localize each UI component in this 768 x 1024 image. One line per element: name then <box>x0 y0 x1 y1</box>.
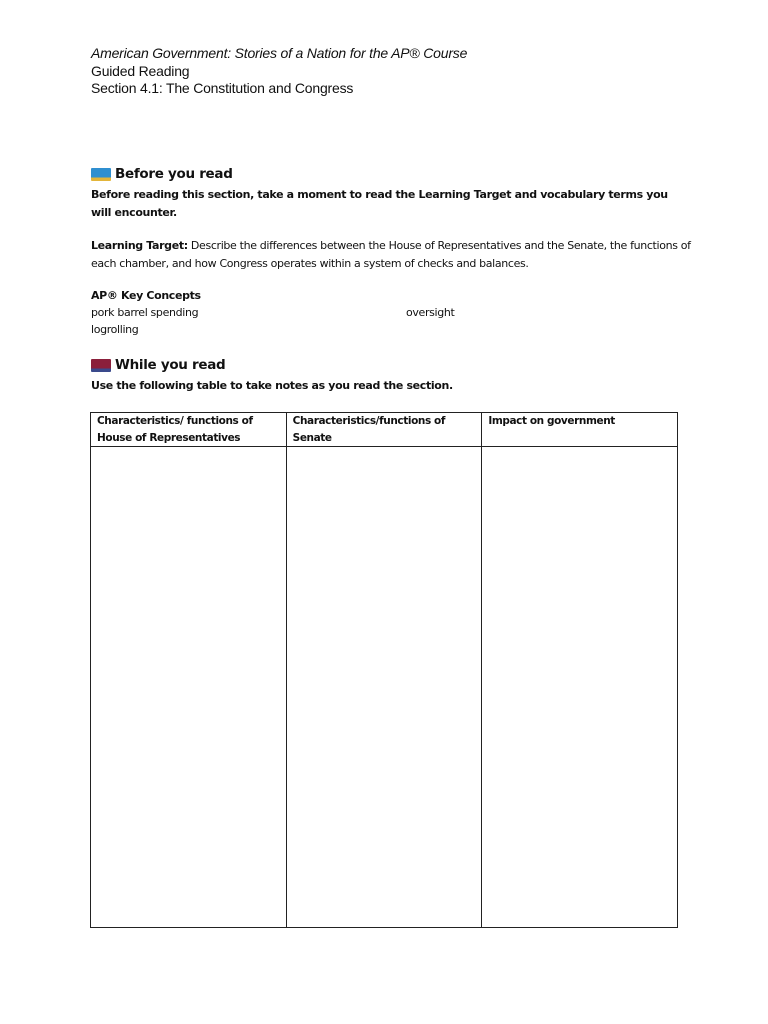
document-header <box>91 45 467 98</box>
column-header-senate: Characteristics/functions of Senate <box>286 413 482 447</box>
key-concept-item: oversight <box>406 306 455 319</box>
column-header-house: Characteristics/ functions of House of Representatives <box>91 413 287 447</box>
section-title: Section 4.1: The Constitution and Congress <box>91 80 354 96</box>
key-concept-item: pork barrel spending <box>91 306 199 319</box>
table-header-row <box>91 413 678 447</box>
before-you-read-heading <box>91 166 233 182</box>
column-header-impact: Impact on government <box>482 413 678 447</box>
before-you-read-heading-text: Before you read <box>115 166 233 182</box>
while-you-read-heading-text: While you read <box>115 357 226 373</box>
while-you-read-instructions: Use the following table to take notes as you read the section. <box>91 379 453 392</box>
learning-target-text: Describe the differences between the House of Representatives and the Senate, the functions of each chamber, and how Congress operates within a system of checks and balances. <box>91 239 691 270</box>
book-icon <box>91 359 111 372</box>
notes-table <box>90 412 678 928</box>
learning-target-label: Learning Target: <box>91 239 188 252</box>
key-concepts-title: AP® Key Concepts <box>91 289 201 302</box>
table-row <box>91 447 678 928</box>
notes-cell-senate[interactable] <box>286 447 482 928</box>
guided-reading-label: Guided Reading <box>91 62 190 79</box>
book-icon <box>91 168 111 181</box>
notes-cell-impact[interactable] <box>482 447 678 928</box>
key-concept-item: logrolling <box>91 323 139 336</box>
while-you-read-heading <box>91 357 225 373</box>
learning-target <box>91 237 691 272</box>
book-title: American Government: Stories of a Nation for the AP® Course <box>91 45 468 61</box>
before-you-read-instructions: Before reading this section, take a moment to read the Learning Target and vocabulary terms you will encounter. <box>91 188 668 219</box>
notes-cell-house[interactable] <box>91 447 287 928</box>
